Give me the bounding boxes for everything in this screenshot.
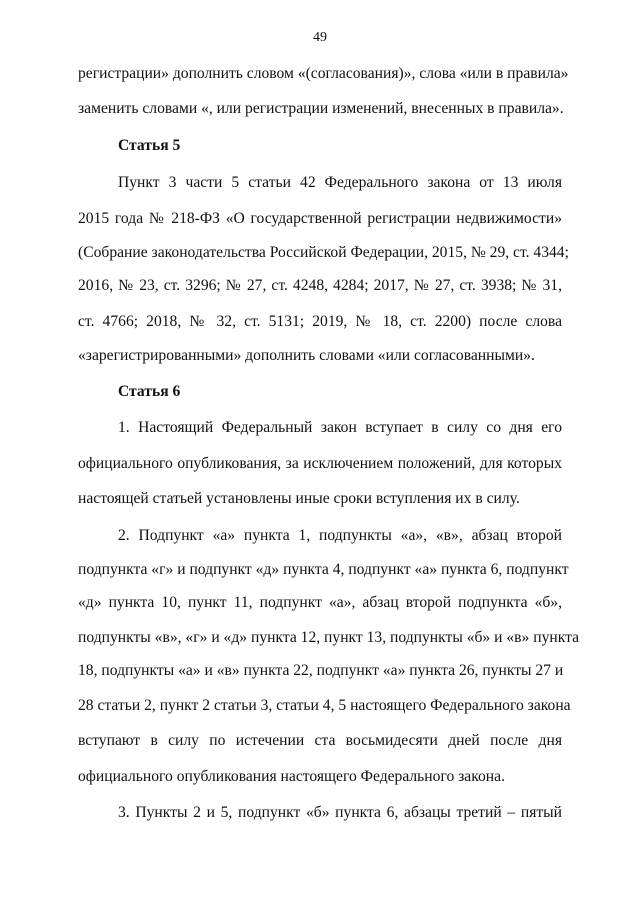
paragraph-line: «д» пункта 10, пункт 11, подпункт «а», абзац второй подпункта «б», (78, 594, 562, 611)
paragraph-line: вступают в силу по истечении ста восьмидесяти дней после дня (78, 732, 562, 749)
paragraph-line: подпункты «в», «г» и «д» пункта 12, пункт 13, подпункты «б» и «в» пункта (78, 629, 580, 646)
paragraph-line: подпункта «г» и подпункт «д» пункта 4, подпункт «а» пункта 6, подпункт (78, 561, 569, 578)
paragraph-line: регистрации» дополнить словом «(согласования)», слова «или в правила» (78, 65, 569, 82)
paragraph-line: (Собрание законодательства Российской Федерации, 2015, № 29, ст. 4344; (78, 244, 569, 261)
article-heading: Статья 6 (118, 383, 181, 400)
paragraph-first-line: 1. Настоящий Федеральный закон вступает в силу со дня его (118, 419, 562, 436)
paragraph-line: настоящей статьей установлены иные сроки вступления их в силу. (78, 490, 520, 507)
article-heading: Статья 5 (118, 137, 181, 154)
paragraph-line: ст. 4766; 2018, № 32, ст. 5131; 2019, № 18, ст. 2200) после слова (78, 313, 562, 330)
paragraph-line: 2015 года № 218-ФЗ «О государственной регистрации недвижимости» (78, 210, 562, 227)
paragraph-first-line: 3. Пункты 2 и 5, подпункт «б» пункта 6, абзацы третий – пятый (118, 804, 562, 821)
paragraph-line: официального опубликования, за исключением положений, для которых (78, 455, 562, 472)
paragraph-line: 28 статьи 2, пункт 2 статьи 3, статьи 4, 5 настоящего Федерального закона (78, 697, 571, 714)
paragraph-first-line: Пункт 3 части 5 статьи 42 Федерального закона от 13 июля (118, 174, 562, 191)
paragraph-line: 2016, № 23, ст. 3296; № 27, ст. 4248, 4284; 2017, № 27, ст. 3938; № 31, (78, 277, 562, 294)
paragraph-line: 18, подпункты «а» и «в» пункта 22, подпункт «а» пункта 26, пункты 27 и (78, 662, 564, 679)
paragraph-first-line: 2. Подпункт «а» пункта 1, подпункты «а», «в», абзац второй (118, 527, 562, 544)
paragraph-line: официального опубликования настоящего Федерального закона. (78, 768, 505, 785)
paragraph-line: заменить словами «, или регистрации изменений, внесенных в правила». (78, 100, 564, 117)
paragraph-line: «зарегистрированными» дополнить словами «или согласованными». (78, 347, 535, 364)
page-number: 49 (313, 30, 327, 45)
